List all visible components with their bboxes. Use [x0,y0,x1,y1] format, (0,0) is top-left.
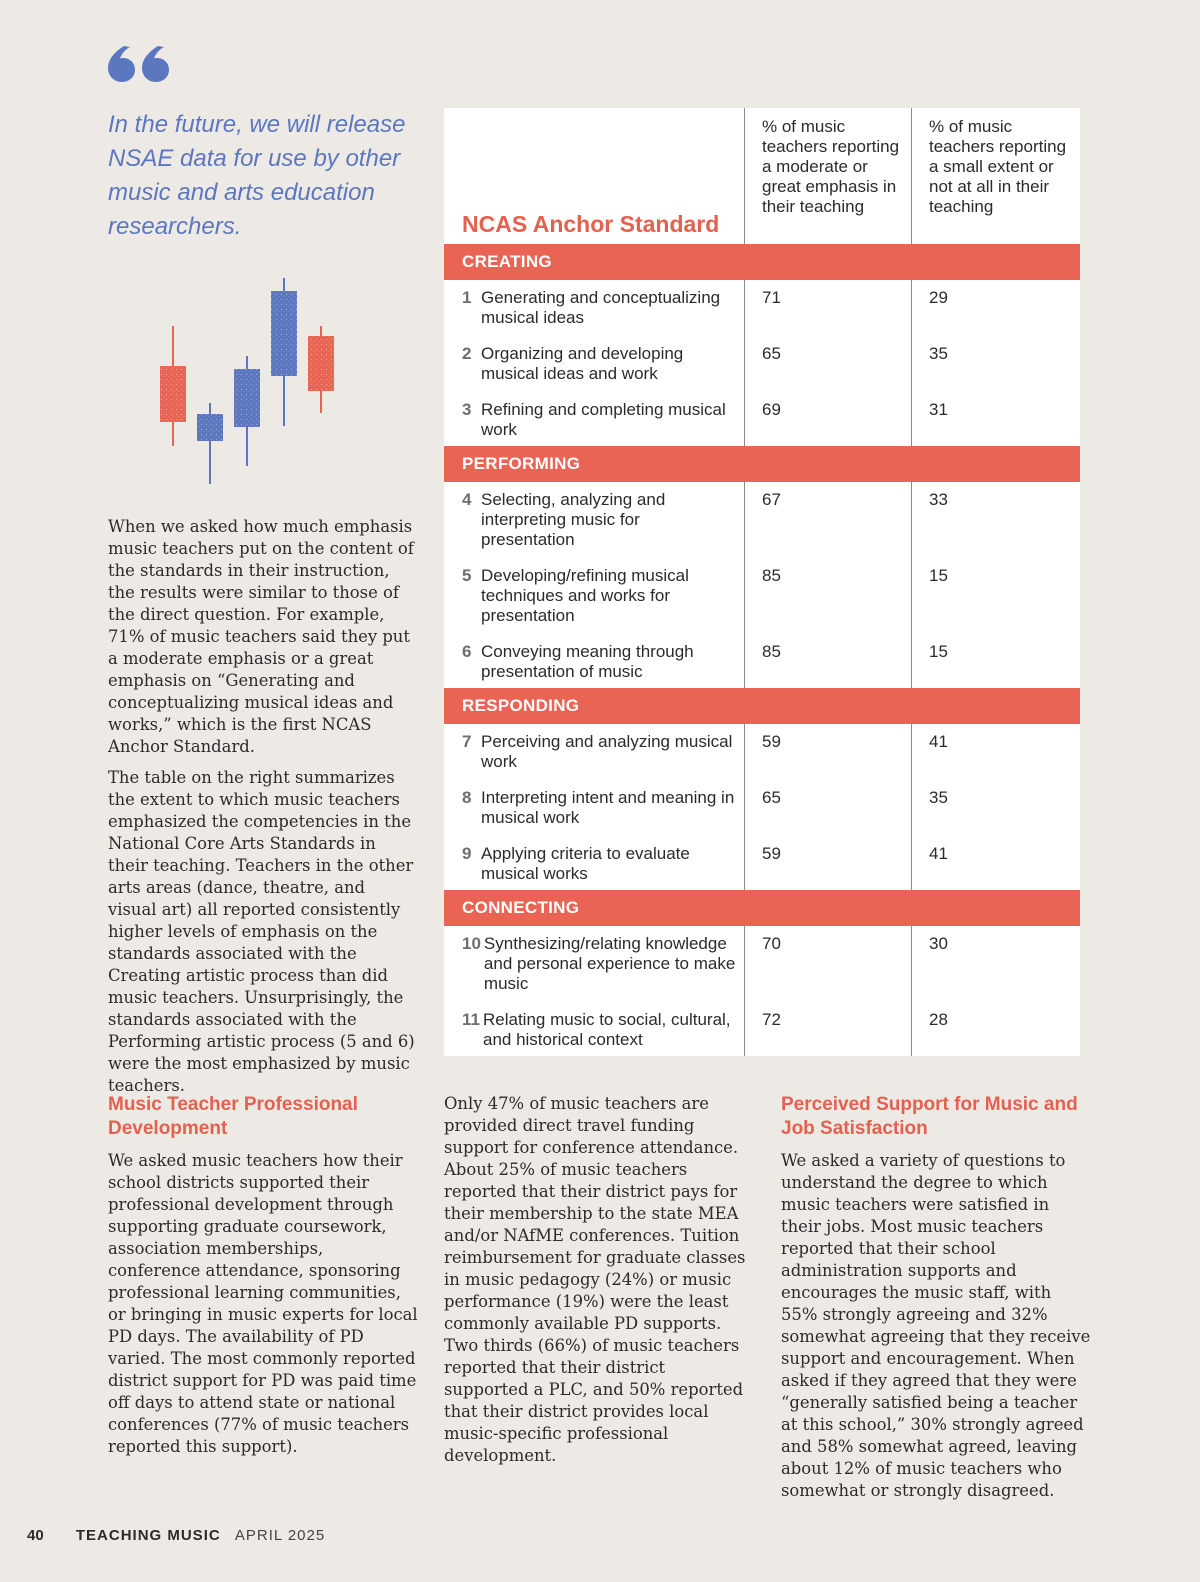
small-extent-value: 33 [929,490,948,509]
table-row [462,642,738,682]
candle-5 [308,326,334,413]
section-band-connecting: CONNECTING [444,890,1080,926]
standard-label: Conveying meaning through presentation of music [481,642,694,681]
great-emphasis-value: 71 [762,288,781,307]
table-row [462,288,738,328]
great-emphasis-value: 85 [762,642,781,661]
great-emphasis-value: 59 [762,732,781,751]
standard-label: Applying criteria to evaluate musical works [481,844,690,883]
standard-number: 8 [462,788,472,807]
issue-date: APRIL 2025 [234,1527,326,1544]
table-body [444,244,1080,1056]
candle-2 [197,403,223,484]
page-footer [27,1527,325,1544]
small-extent-value: 15 [929,642,948,661]
standard-number: 7 [462,732,472,751]
section-group [444,280,1080,446]
col-header-small-extent: % of music teachers reporting a small extent or not at all in their teaching [911,108,1080,244]
small-extent-value: 41 [929,844,948,863]
great-emphasis-value: 65 [762,788,781,807]
standard-label: Organizing and developing musical ideas and work [481,344,684,383]
great-emphasis-value: 69 [762,400,781,419]
support-section [781,1093,1091,1502]
magazine-name: TEACHING MUSIC [75,1527,221,1544]
small-extent-value: 35 [929,788,948,807]
section-group [444,926,1080,1056]
table-row [462,490,738,550]
col-header-great-emphasis: % of music teachers reporting a moderate or great emphasis in their teaching [744,108,911,244]
standard-number: 6 [462,642,472,661]
section-band-performing: PERFORMING [444,446,1080,482]
section-band-creating: CREATING [444,244,1080,280]
section-group [444,724,1080,890]
candle-1 [160,326,186,446]
standard-number: 4 [462,490,472,509]
table-row [462,844,738,884]
support-body: We asked a variety of questions to understand the degree to which music teachers were satisfied in their jobs. Most music teachers reported that their school administration supports and encourages the music staff, with 55% strongly agreeing and 32% somewhat agreeing that they receive support and encouragement. When asked if they agreed that they were “generally satisfied being a teacher at this school,” 30% strongly agreed and 58% somewhat agreed, leaving about 12% of music teachers who somewhat or strongly disagreed. [781,1151,1091,1500]
great-emphasis-value: 67 [762,490,781,509]
small-extent-value: 35 [929,344,948,363]
table-row [462,400,738,440]
candle-4 [271,278,297,426]
ncas-table [444,108,1080,1056]
standard-number: 3 [462,400,472,419]
intro-text [108,516,418,1097]
candlestick-illustration [150,278,350,488]
standard-label: Generating and conceptualizing musical ideas [481,288,721,327]
pull-quote: In the future, we will release NSAE data for use by other music and arts education researchers. [108,111,406,240]
standard-label: Refining and completing musical work [481,400,726,439]
pd-heading: Music Teacher Professional Development [108,1094,358,1139]
table-header-row [444,108,1080,244]
standard-label: Relating music to social, cultural, and historical context [482,1010,731,1049]
great-emphasis-value: 65 [762,344,781,363]
standard-number: 11 [462,1010,480,1029]
middle-text: Only 47% of music teachers are provided direct travel funding support for conference attendance. About 25% of music teachers reported that their district pays for their membership to the state MEA and/or NAfME conferences. Tuition reimbursement for graduate classes in music pedagogy (24%) or music performance (19%) were the least commonly available PD supports. Two thirds (66%) of music teachers reported that their district supported a PLC, and 50% reported that their district provides local music-specific professional development. [444,1094,746,1465]
table-row [462,344,738,384]
great-emphasis-value: 85 [762,566,781,585]
standard-number: 10 [462,934,481,953]
intro-paragraph-1: When we asked how much emphasis music teachers put on the content of the standards in their instruction, the results were similar to those of the direct question. For example, 71% of music teachers said they put a moderate emphasis or a great emphasis on “Generating and conceptualizing musical ideas and works,” which is the first NCAS Anchor Standard. [108,517,414,756]
great-emphasis-value: 59 [762,844,781,863]
standard-number: 2 [462,344,472,363]
candle-3 [234,356,260,466]
standard-label: Selecting, analyzing and interpreting music for presentation [481,490,666,549]
standard-label: Interpreting intent and meaning in musical work [481,788,735,827]
support-heading: Perceived Support for Music and Job Satisfaction [781,1094,1078,1139]
small-extent-value: 31 [929,400,948,419]
table-row [462,732,738,772]
standard-label: Synthesizing/relating knowledge and personal experience to make music [483,934,736,993]
great-emphasis-value: 72 [762,1010,781,1029]
standard-number: 9 [462,844,472,863]
table-row [462,566,738,626]
small-extent-value: 29 [929,288,948,307]
table-title: NCAS Anchor Standard [462,211,720,237]
standard-number: 1 [462,288,472,307]
section-group [444,482,1080,688]
pd-section [108,1093,418,1458]
small-extent-value: 41 [929,732,948,751]
pd-body: We asked music teachers how their school districts supported their professional development through supporting graduate coursework, association memberships, conference attendance, sponsoring professional learning communities, or bringing in music experts for local PD days. The availability of PD varied. The most commonly reported district support for PD was paid time off days to attend state or national conferences (77% of music teachers reported this support). [108,1151,418,1456]
small-extent-value: 28 [929,1010,948,1029]
table-row [462,788,738,828]
standard-label: Perceiving and analyzing musical work [481,732,733,771]
page-number: 40 [27,1527,44,1544]
standard-number: 5 [462,566,472,585]
intro-paragraph-2: The table on the right summarizes the extent to which music teachers emphasized the competencies in the National Core Arts Standards in their teaching. Teachers in the other arts areas (dance, theatre, and visual art) all reported consistently higher levels of emphasis on the standards associated with the Creating artistic process than did music teachers. Unsurprisingly, the standards associated with the Performing artistic process (5 and 6) were the most emphasized by music teachers. [108,768,415,1095]
small-extent-value: 30 [929,934,948,953]
standard-label: Developing/refining musical techniques and works for presentation [481,566,689,625]
section-band-responding: RESPONDING [444,688,1080,724]
table-row [462,1010,738,1050]
small-extent-value: 15 [929,566,948,585]
quote-mark-icon [108,44,176,84]
table-row [462,934,738,994]
middle-column [444,1093,750,1467]
great-emphasis-value: 70 [762,934,781,953]
